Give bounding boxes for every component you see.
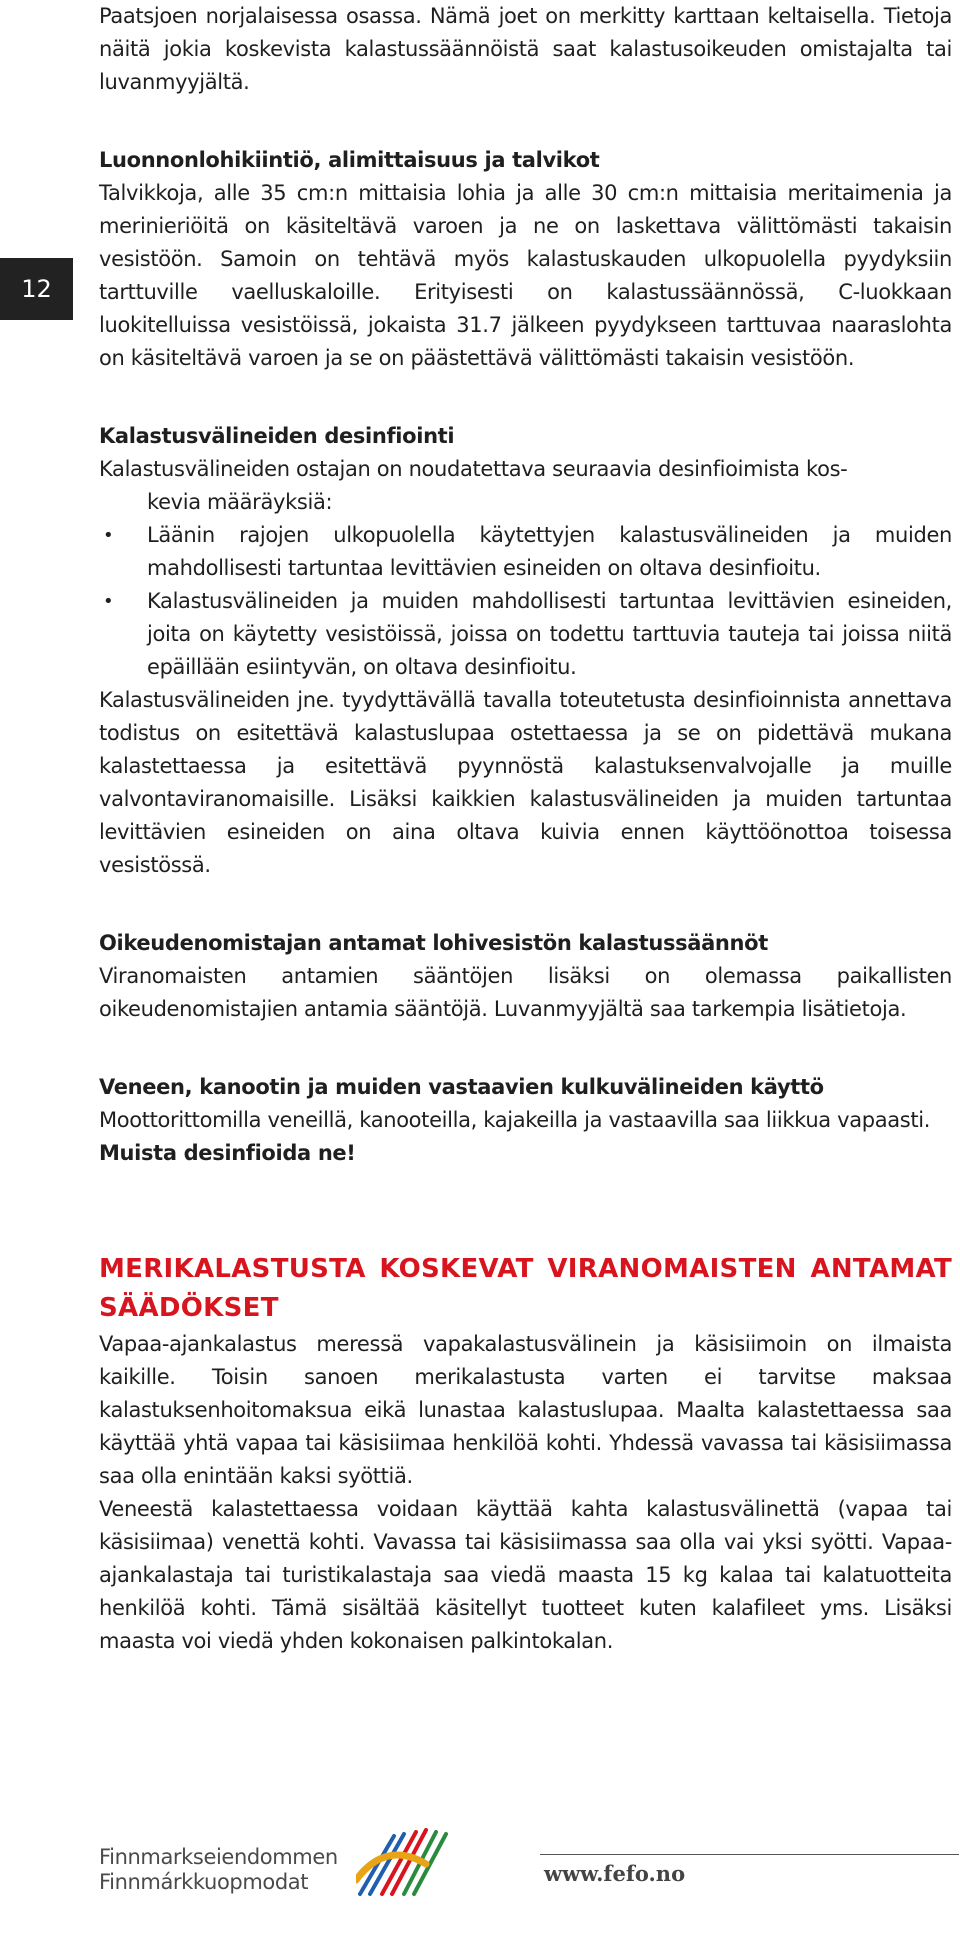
sea-fishing-paragraph-1: Vapaa-ajankalastus meressä vapakalastusvälinein ja käsisiimoin on ilmaista kaikille. Toisin sanoen merikalastusta varten ei tarvitse maksaa kalastuksenhoitomaksua eikä lunastaa kalastuslupaa. Maalta kalastettaessa saa käyttää yhtä vapaa tai käsisiimaa henkilöä kohti. Yhdessä vavassa tai käsisiimassa saa olla enintään kaksi syöttiä. bbox=[99, 1332, 952, 1488]
page-footer bbox=[0, 1815, 960, 1925]
disinfection-list bbox=[99, 519, 952, 684]
intro-paragraph: Paatsjoen norjalaisessa osassa. Nämä joet on merkitty karttaan keltaisella. Tietoja näitä jokia koskevista kalastussäännöistä saat kalastusoikeuden omistajalta tai luvanmyyjältä. bbox=[99, 4, 952, 94]
quota-body: Talvikkoja, alle 35 cm:n mittaisia lohia ja alle 30 cm:n mittaisia meritaimenia ja merinieriöitä on käsiteltävä varoen ja ne on laskettava välittömästi takaisin vesistöön. Samoin on tehtävä myös kalastuskauden ulkopuolella pyydyksiin tarttuville vaelluskaloille. Erityisesti on kalastussäännössä, C-luokkaan luokitelluissa vesistöissä, jokaista 31.7 jälkeen pyydykseen tarttuvaa naaraslohta on käsiteltävä varoen ja se on päästettävä välittömästi takaisin vesistöön. bbox=[99, 181, 952, 370]
boats-heading: Veneen, kanootin ja muiden vastaavien kulkuvälineiden käyttö bbox=[99, 1075, 824, 1099]
disinfection-heading: Kalastusvälineiden desinfiointi bbox=[99, 424, 455, 448]
logo-line-1: Finnmarkseiendommen bbox=[99, 1845, 338, 1869]
owner-rules-heading: Oikeudenomistajan antamat lohivesistön kalastussäännöt bbox=[99, 931, 768, 955]
disinfection-lead: Kalastusvälineiden ostajan on noudatettava seuraavia desinfioimista kos- bbox=[99, 457, 848, 481]
logo-line-2: Finnmárkkuopmodat bbox=[99, 1870, 309, 1894]
boats-section bbox=[99, 1071, 952, 1170]
disinfection-section bbox=[99, 420, 952, 882]
disinfection-lead-continued: kevia määräyksiä: bbox=[147, 490, 333, 514]
quota-heading: Luonnonlohikiintiö, alimittaisuus ja talvikot bbox=[99, 148, 600, 172]
sea-fishing-section bbox=[99, 1250, 952, 1658]
sea-fishing-title: MERIKALASTUSTA KOSKEVAT VIRANOMAISTEN ANTAMAT SÄÄDÖKSET bbox=[99, 1254, 952, 1323]
list-item: • Kalastusvälineiden ja muiden mahdollisesti tartuntaa levittävien esineiden, joita on käytetty vesistöissä, joissa on todettu tarttuvia tauteja tai joissa niitä epäillään esiintyvän, on oltava desinfioitu. bbox=[99, 585, 952, 684]
quota-section bbox=[99, 144, 952, 375]
intro-section bbox=[99, 0, 952, 99]
footer-divider bbox=[540, 1854, 959, 1855]
fefo-logo-icon bbox=[356, 1820, 456, 1900]
page-content bbox=[99, 0, 952, 1658]
page-number-tab bbox=[0, 258, 73, 320]
owner-rules-section bbox=[99, 927, 952, 1026]
disinfection-closing: Kalastusvälineiden jne. tyydyttävällä tavalla toteutetusta desinfioinnista annettava todistus on esitettävä kalastuslupaa ostettaessa ja se on pidettävä mukana kalastettaessa ja esitettävä pyynnöstä kalastuksenvalvojalle ja muille valvontaviranomaisille. Lisäksi kaikkien kalastusvälineiden ja muiden tartuntaa levittävien esineiden on aina oltava kuivia ennen käyttöönottoa toisessa vesistössä. bbox=[99, 688, 952, 877]
website-link[interactable]: www.fefo.no bbox=[544, 1861, 686, 1886]
boats-body: Moottorittomilla veneillä, kanooteilla, kajakeilla ja vastaavilla saa liikkua vapaasti. bbox=[99, 1108, 931, 1132]
boats-reminder: Muista desinfioida ne! bbox=[99, 1141, 356, 1165]
list-item: • Läänin rajojen ulkopuolella käytettyjen kalastusvälineiden ja muiden mahdollisesti tartuntaa levittävien esineiden on oltava desinfioitu. bbox=[99, 519, 952, 585]
sea-fishing-paragraph-2: Veneestä kalastettaessa voidaan käyttää kahta kalastusvälinettä (vapaa tai käsisiimaa) venettä kohti. Vavassa tai käsisiimassa saa olla vai yksi syötti. Vapaa-ajankalastaja tai turistikalastaja saa viedä maasta 15 kg kalaa tai kalatuotteita henkilöä kohti. Tämä sisältää käsitellyt tuotteet kuten kalafileet yms. Lisäksi maasta voi viedä yhden kokonaisen palkintokalan. bbox=[99, 1497, 952, 1653]
logo-text bbox=[99, 1845, 338, 1895]
page-number: 12 bbox=[21, 275, 52, 303]
owner-rules-body: Viranomaisten antamien sääntöjen lisäksi on olemassa paikallisten oikeudenomistajien antamia sääntöjä. Luvanmyyjältä saa tarkempia lisätietoja. bbox=[99, 964, 952, 1021]
